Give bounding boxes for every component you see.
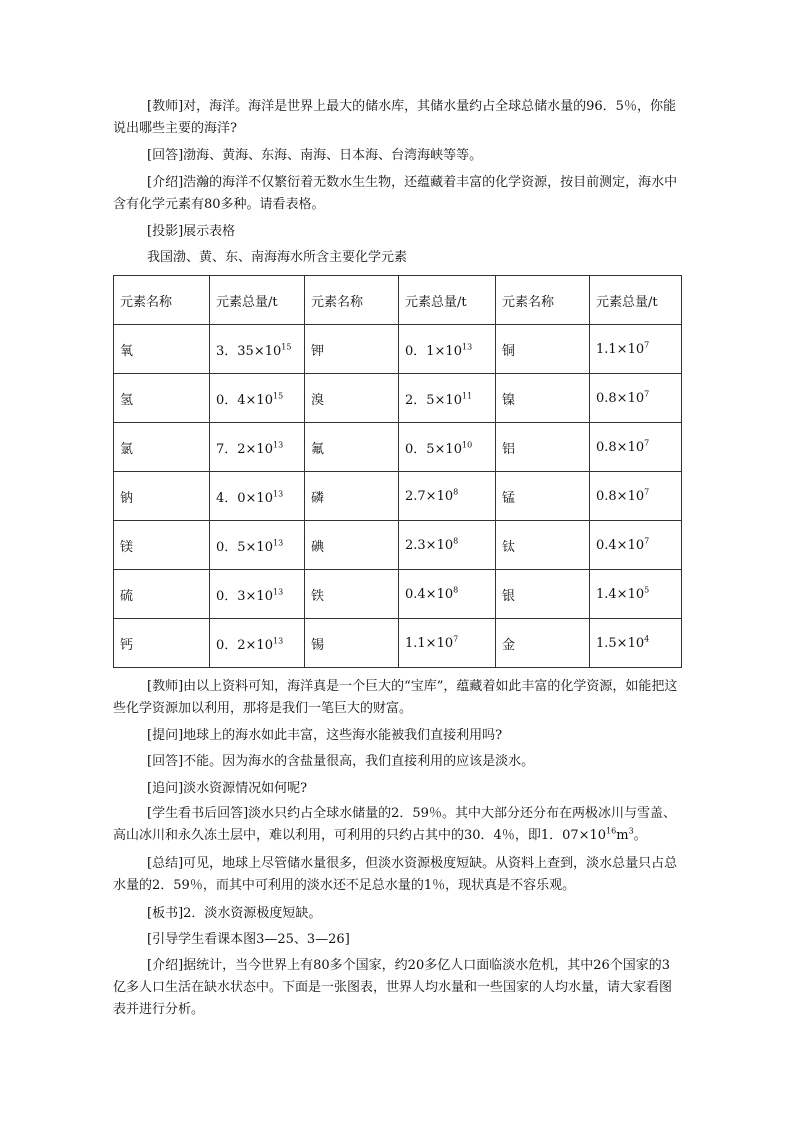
table-row (114, 325, 682, 374)
element-name-cell: 磷 (305, 472, 399, 521)
element-total-base: 7．2×10 (216, 441, 273, 457)
element-total-base: 0.8×10 (596, 488, 645, 504)
element-total-base: 0．4×10 (216, 392, 273, 408)
projection-label: [投影]展示表格 (147, 224, 236, 239)
element-total-cell (399, 570, 496, 619)
table-header-cell: 元素总量/t (210, 276, 305, 325)
element-total-exponent: 15 (272, 391, 284, 401)
paragraph-teacher-treasure: [教师]由以上资料可知，海洋真是一个巨大的“宝库”，蕴藏着如此丰富的化学资源，如能把这些化学资源加以利用，那将是我们一笔巨大的财富。 (113, 679, 678, 716)
table-header-row (114, 276, 682, 325)
element-total-exponent: 5 (644, 585, 650, 595)
element-total-cell (210, 325, 305, 374)
element-total-base: 0.8×10 (596, 439, 645, 455)
table-title: 我国渤、黄、东、南海海水所含主要化学元素 (147, 250, 408, 265)
element-name-cell: 氯 (114, 423, 210, 472)
element-total-base: 1.5×10 (596, 635, 645, 651)
element-total-base: 2．5×10 (405, 392, 462, 408)
table-header-cell: 元素名称 (305, 276, 399, 325)
student-answer-unit: m (616, 828, 629, 843)
element-total-cell (210, 570, 305, 619)
element-total-exponent: 13 (272, 636, 284, 646)
element-total-exponent: 8 (453, 487, 459, 497)
table-row (114, 423, 682, 472)
element-total-cell (210, 423, 305, 472)
element-total-cell (590, 570, 682, 619)
element-name-cell: 钾 (305, 325, 399, 374)
element-total-cell (399, 374, 496, 423)
element-total-cell (590, 521, 682, 570)
element-name-cell: 镁 (114, 521, 210, 570)
element-total-exponent: 11 (461, 391, 473, 401)
paragraph-question: [提问]地球上的海水如此丰富，这些海水能被我们直接利用吗? (147, 728, 503, 743)
table-row (114, 619, 682, 668)
element-total-base: 0．5×10 (216, 539, 273, 555)
element-total-base: 1.4×10 (596, 586, 645, 602)
element-total-cell (210, 619, 305, 668)
element-total-cell (210, 472, 305, 521)
element-total-base: 2.7×10 (405, 488, 454, 504)
paragraph-teacher-ocean: [教师]对，海洋。海洋是世界上最大的储水库，其储水量约占全球总储水量的96．5％，你能说出哪些主要的海洋? (113, 99, 676, 136)
element-total-base: 0．5×10 (405, 441, 462, 457)
element-total-exponent: 13 (461, 342, 473, 352)
element-total-base: 2.3×10 (405, 537, 454, 553)
element-name-cell: 铝 (496, 423, 590, 472)
table-row (114, 521, 682, 570)
element-total-cell (399, 423, 496, 472)
element-total-base: 1.1×10 (405, 635, 454, 651)
element-total-cell (399, 521, 496, 570)
element-total-cell (399, 619, 496, 668)
element-total-exponent: 7 (644, 340, 650, 350)
paragraph-intro-resources: [介绍]浩瀚的海洋不仅繁衍着无数水生生物，还蕴藏着丰富的化学资源，按目前测定，海水中含有化学元素有80多种。请看表格。 (113, 175, 678, 212)
element-total-cell (210, 374, 305, 423)
table-row (114, 472, 682, 521)
student-answer-text: [学生看书后回答]淡水只约占全球水储量的2．59％。其中大部分还分布在两极冰川与雪盖、高山冰川和永久冻土层中，难以利用，可利用的只约占其中的30．4％，即1．07×10 (113, 806, 676, 843)
paragraph-guide: [引导学生看课本图3—25、3—26] (147, 932, 350, 947)
element-total-exponent: 7 (644, 438, 650, 448)
element-name-cell: 银 (496, 570, 590, 619)
element-total-cell (399, 472, 496, 521)
paragraph-answer-salt: [回答]不能。因为海水的含盐量很高，我们直接利用的应该是淡水。 (147, 754, 535, 769)
element-total-exponent: 15 (281, 342, 292, 352)
element-name-cell: 溴 (305, 374, 399, 423)
element-total-base: 4．0×10 (216, 490, 273, 506)
student-answer-exponent: 16 (606, 826, 617, 836)
paragraph-answer-seas: [回答]渤海、黄海、东海、南海、日本海、台湾海峡等等。 (147, 148, 483, 163)
element-name-cell: 钙 (114, 619, 210, 668)
element-total-base: 0．2×10 (216, 637, 273, 653)
element-total-exponent: 13 (272, 538, 284, 548)
element-total-exponent: 13 (272, 587, 284, 597)
element-total-cell (590, 619, 682, 668)
element-name-cell: 金 (496, 619, 590, 668)
table-header-cell: 元素总量/t (590, 276, 682, 325)
table-header-cell: 元素名称 (114, 276, 210, 325)
element-total-base: 1.1×10 (596, 341, 645, 357)
element-total-cell (590, 423, 682, 472)
element-total-exponent: 7 (644, 389, 650, 399)
element-name-cell: 铁 (305, 570, 399, 619)
student-answer-end: 。 (633, 828, 647, 843)
element-name-cell: 锰 (496, 472, 590, 521)
element-total-base: 0.4×10 (596, 537, 645, 553)
element-name-cell: 镍 (496, 374, 590, 423)
element-total-base: 0.4×10 (405, 586, 454, 602)
element-total-exponent: 8 (453, 536, 459, 546)
element-total-cell (210, 521, 305, 570)
element-total-exponent: 4 (644, 634, 650, 644)
element-total-exponent: 8 (453, 585, 459, 595)
element-total-cell (590, 374, 682, 423)
paragraph-board: [板书]2．淡水资源极度短缺。 (147, 906, 322, 921)
element-total-exponent: 10 (461, 440, 473, 450)
element-total-base: 3．35×10 (216, 343, 282, 359)
element-total-cell (399, 325, 496, 374)
table-row (114, 374, 682, 423)
element-total-exponent: 13 (272, 489, 284, 499)
elements-table (113, 275, 682, 668)
element-name-cell: 氧 (114, 325, 210, 374)
table-header-cell: 元素名称 (496, 276, 590, 325)
element-total-base: 0．3×10 (216, 588, 273, 604)
element-name-cell: 氢 (114, 374, 210, 423)
element-name-cell: 钛 (496, 521, 590, 570)
element-name-cell: 铜 (496, 325, 590, 374)
element-total-base: 0.8×10 (596, 390, 645, 406)
paragraph-followup: [追问]淡水资源情况如何呢? (147, 781, 308, 796)
element-name-cell: 硫 (114, 570, 210, 619)
paragraph-intro-crisis: [介绍]据统计，当今世界上有80多个国家，约20多亿人口面临淡水危机，其中26个国家的3亿多人口生活在缺水状态中。下面是一张图表，世界人均水量和一些国家的人均水量，请大家看图表并进行分析。 (113, 958, 673, 1017)
element-total-exponent: 7 (644, 536, 650, 546)
element-total-base: 0．1×10 (405, 343, 462, 359)
element-name-cell: 锡 (305, 619, 399, 668)
element-total-cell (590, 325, 682, 374)
paragraph-student-answer (113, 803, 681, 847)
student-answer-unit-exponent: 3 (628, 826, 634, 836)
table-row (114, 570, 682, 619)
element-name-cell: 碘 (305, 521, 399, 570)
table-header-cell: 元素总量/t (399, 276, 496, 325)
element-total-exponent: 7 (644, 487, 650, 497)
element-total-exponent: 7 (453, 634, 459, 644)
element-total-exponent: 13 (272, 440, 284, 450)
element-name-cell: 钠 (114, 472, 210, 521)
element-name-cell: 氟 (305, 423, 399, 472)
paragraph-summary: [总结]可见，地球上尽管储水量很多，但淡水资源极度短缺。从资料上查到，淡水总量只占总水量的2．59％，而其中可利用的淡水还不足总水量的1％，现状真是不容乐观。 (113, 856, 678, 893)
element-total-cell (590, 472, 682, 521)
